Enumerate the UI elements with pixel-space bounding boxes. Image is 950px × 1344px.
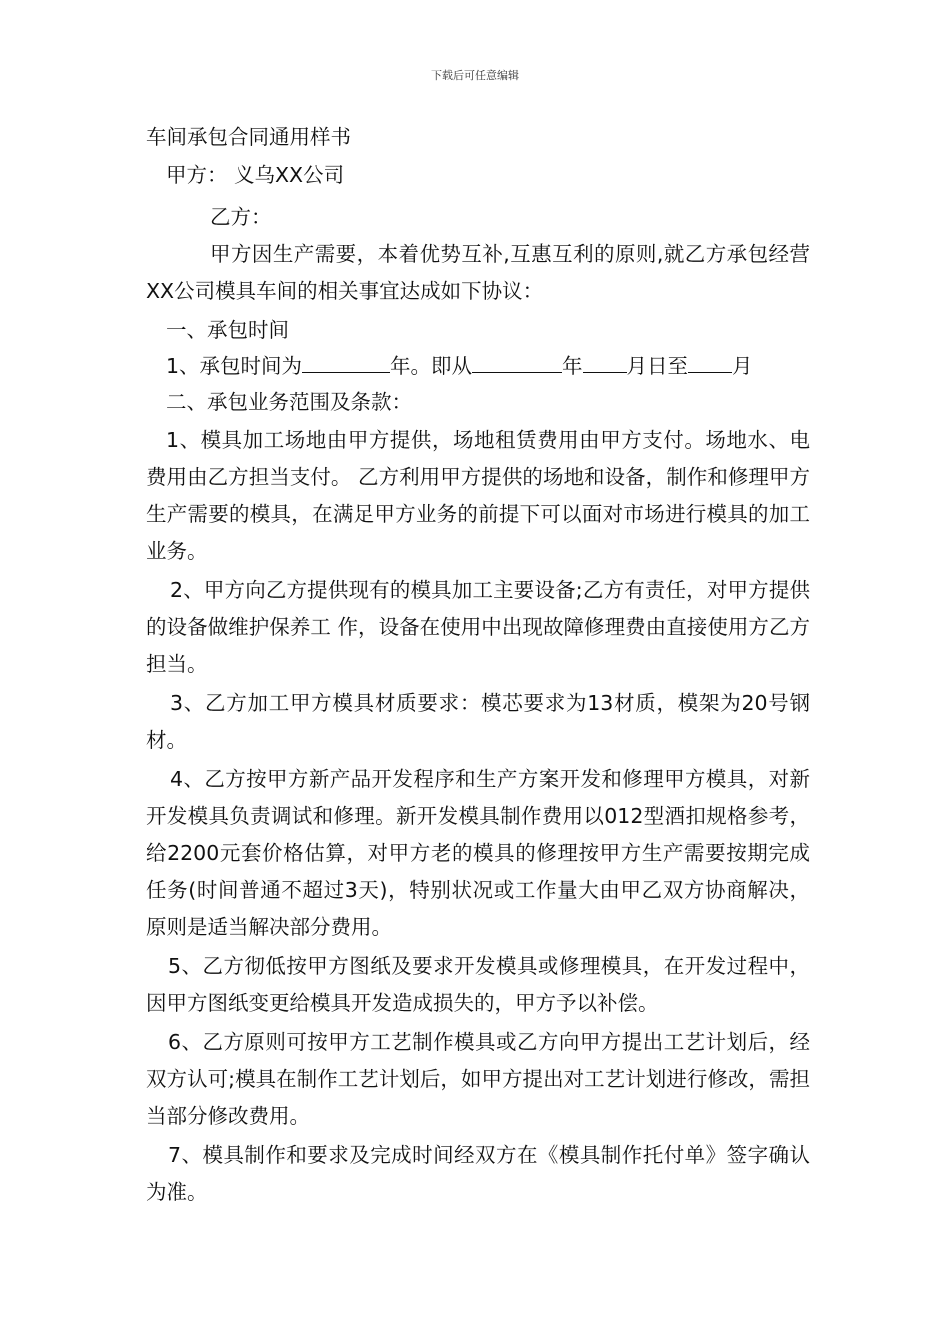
document-title: 车间承包合同通用样书 bbox=[146, 125, 351, 149]
clause-1-text-e: 月 bbox=[732, 354, 753, 378]
clause-1-line bbox=[146, 348, 810, 384]
clause-2-5: 5、乙方彻低按甲方图纸及要求开发模具或修理模具，在开发过程中，因甲方图纸变更给模具开发造成损失的，甲方予以补偿。 bbox=[146, 954, 810, 1015]
blank-end-month bbox=[688, 353, 732, 373]
clause-2-2: 2、甲方向乙方提供现有的模具加工主要设备;乙方有责任，对甲方提供的设备做维护保养工 作，设备在使用中出现故障修理费由直接使用方乙方担当。 bbox=[146, 578, 810, 676]
page-header-note: 下载后可任意编辑 bbox=[431, 69, 519, 82]
clause-2-3: 3、乙方加工甲方模具材质要求：模芯要求为13材质，模架为20号钢材。 bbox=[146, 691, 810, 752]
clause-1-text-b: 年。即从 bbox=[390, 354, 473, 378]
party-a-line: 甲方： 义乌XX公司 bbox=[166, 163, 345, 187]
blank-start-year bbox=[472, 353, 562, 373]
blank-start-month bbox=[583, 353, 627, 373]
clause-1-text-c: 年 bbox=[562, 354, 583, 378]
document-body bbox=[146, 119, 810, 1211]
clause-2-7: 7、模具制作和要求及完成时间经双方在《模具制作托付单》签字确认为准。 bbox=[146, 1143, 810, 1204]
section-1-heading: 一、承包时间 bbox=[166, 318, 289, 342]
blank-years bbox=[302, 353, 390, 373]
party-b-line: 乙方： bbox=[210, 205, 272, 229]
section-2-heading: 二、承包业务范围及条款： bbox=[166, 390, 412, 414]
clause-1-text-d: 月日至 bbox=[626, 354, 689, 378]
intro-paragraph: 甲方因生产需要，本着优势互补,互惠互利的原则,就乙方承包经营XX公司模具车间的相关事宜达成如下协议： bbox=[146, 242, 810, 303]
clause-1-text-a: 1、承包时间为 bbox=[166, 354, 303, 378]
clause-2-4: 4、乙方按甲方新产品开发程序和生产方案开发和修理甲方模具，对新开发模具负责调试和修理。新开发模具制作费用以012型酒扣规格参考，给2200元套价格估算，对甲方老的模具的修理按甲方生产需要按期完成任务(时间普通不超过3天)，特别状况或工作量大由甲乙双方协商解决，原则是适当解决部分费用。 bbox=[146, 767, 810, 939]
clause-2-1: 1、模具加工场地由甲方提供，场地租赁费用由甲方支付。场地水、电费用由乙方担当支付。 乙方利用甲方提供的场地和设备，制作和修理甲方生产需要的模具，在满足甲方业务的前提下可以面对市场进行模具的加工业务。 bbox=[146, 428, 810, 563]
clause-2-6: 6、乙方原则可按甲方工艺制作模具或乙方向甲方提出工艺计划后，经双方认可;模具在制作工艺计划后，如甲方提出对工艺计划进行修改，需担当部分修改费用。 bbox=[146, 1030, 810, 1128]
